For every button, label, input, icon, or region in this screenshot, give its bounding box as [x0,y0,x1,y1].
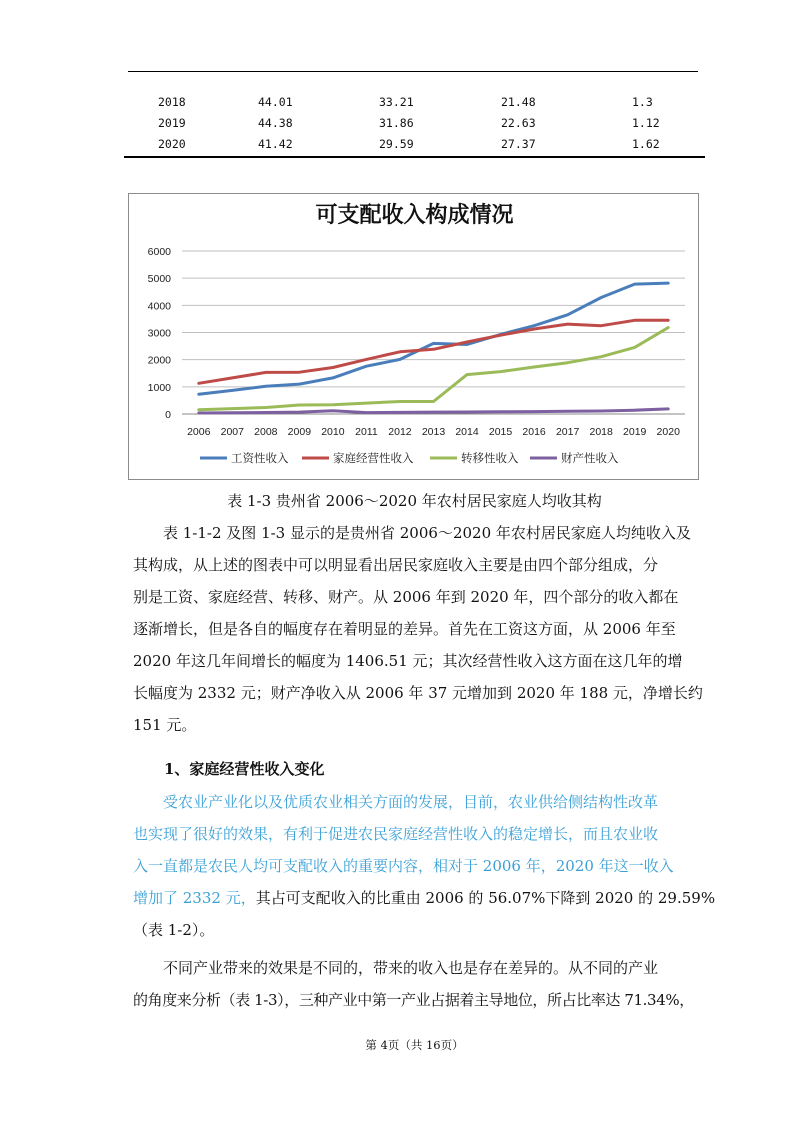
text-line: 2020 年这几年间增长的幅度为 1406.51 元；其次经营性收入这方面在这几年的增 [133,652,683,670]
table-cell: 2018 [158,95,186,109]
table-bottom-rule [124,156,705,158]
y-tick-label: 2000 [147,354,171,367]
page-footer: 第 4页（共 16页） [365,1038,464,1052]
x-tick-label: 2008 [254,426,278,438]
x-tick-label: 2020 [656,426,680,438]
x-tick-label: 2014 [455,426,479,438]
x-tick-label: 2012 [388,426,412,438]
text-line [133,882,716,914]
table-cell: 2020 [158,137,186,151]
y-tick-label: 5000 [147,273,171,286]
table-cell: 1.62 [632,137,660,151]
table-row [124,95,705,116]
paragraph-income-structure [133,517,701,741]
table-cell: 44.38 [258,116,293,130]
table-cell: 2019 [158,116,186,130]
x-tick-label: 2010 [321,426,345,438]
text-line: 受农业产业化以及优质农业相关方面的发展，目前，农业供给侧结构性改革 [163,793,659,811]
text-line: 不同产业带来的效果是不同的，带来的收入也是存在差异的。从不同的产业 [163,959,659,977]
x-tick-label: 2007 [220,426,244,438]
x-tick-label: 2019 [623,426,647,438]
table-cell: 21.48 [501,95,536,109]
table-cell: 22.63 [501,116,536,130]
x-tick-label: 2015 [488,426,513,438]
series-line-3 [199,328,668,410]
income-share-table [124,95,705,158]
table-cell: 31.86 [379,116,414,130]
text-line: 的角度来分析（表 1-3），三种产业中第一产业占据着主导地位，所占比率达 71.34%， [133,991,694,1009]
x-tick-label: 2017 [555,426,580,438]
table-cell: 44.01 [258,95,293,109]
legend-label: 工资性收入 [231,451,289,465]
x-tick-label: 2013 [421,426,446,438]
paragraph-industry-income [133,952,701,1016]
text-line: 151 元。 [133,716,197,734]
y-tick-label: 0 [165,409,171,421]
table-top-rule [128,71,698,72]
table-row [124,137,705,158]
series-line-4 [199,409,668,413]
table-cell: 41.42 [258,137,293,151]
highlight-text: 增加了 2332 元， [133,889,256,907]
text-line: 也实现了很好的效果，有利于促进农民家庭经营性收入的稳定增长，而且农业收 [133,825,659,843]
chart-title: 可支配收入构成情况 [315,203,514,228]
legend-label: 转移性收入 [461,451,519,465]
y-tick-label: 6000 [147,246,171,258]
text-line: 入一直都是农民人均可支配收入的重要内容，相对于 2006 年，2020 年这一收入 [133,857,674,875]
paragraph-business-income [133,786,716,946]
income-line-chart [128,193,699,480]
x-tick-label: 2006 [187,426,211,438]
x-tick-label: 2011 [355,426,378,438]
legend-label: 家庭经营性收入 [333,451,414,465]
y-tick-label: 3000 [147,327,171,340]
legend-label: 财产性收入 [561,451,619,465]
table-cell: 1.12 [632,116,660,130]
text-line: 其构成，从上述的图表中可以明显看出居民家庭收入主要是由四个部分组成，分 [133,556,659,574]
text-line: 别是工资、家庭经营、转移、财产。从 2006 年到 2020 年，四个部分的收入都在 [133,588,679,606]
text-line: 表 1-1-2 及图 1-3 显示的是贵州省 2006～2020 年农村居民家庭人均纯收入及 [163,524,691,542]
table-row [124,116,705,137]
y-tick-label: 4000 [147,300,171,313]
figure-caption: 表 1-3 贵州省 2006～2020 年农村居民家庭人均收其构 [227,492,602,510]
section-heading: 1、家庭经营性收入变化 [164,760,325,778]
text-line: 逐渐增长，但是各自的幅度存在着明显的差异。首先在工资这方面，从 2006 年至 [133,620,676,638]
x-tick-label: 2009 [287,426,312,438]
table-cell: 27.37 [501,137,536,151]
table-cell: 1.3 [632,95,653,109]
plain-text: 其占可支配收入的比重由 2006 的 56.07%下降到 2020 的 29.59% [255,889,716,907]
y-tick-label: 1000 [147,381,171,394]
series-line-2 [199,320,668,383]
x-tick-label: 2018 [589,426,613,438]
table-cell: 33.21 [379,95,414,109]
table-cell: 29.59 [379,137,414,151]
series-line-1 [199,283,668,394]
text-line: 长幅度为 2332 元；财产净收入从 2006 年 37 元增加到 2020 年 188 元，净增长约 [133,684,703,702]
text-line: （表 1-2）。 [133,921,215,939]
x-tick-label: 2016 [522,426,546,438]
